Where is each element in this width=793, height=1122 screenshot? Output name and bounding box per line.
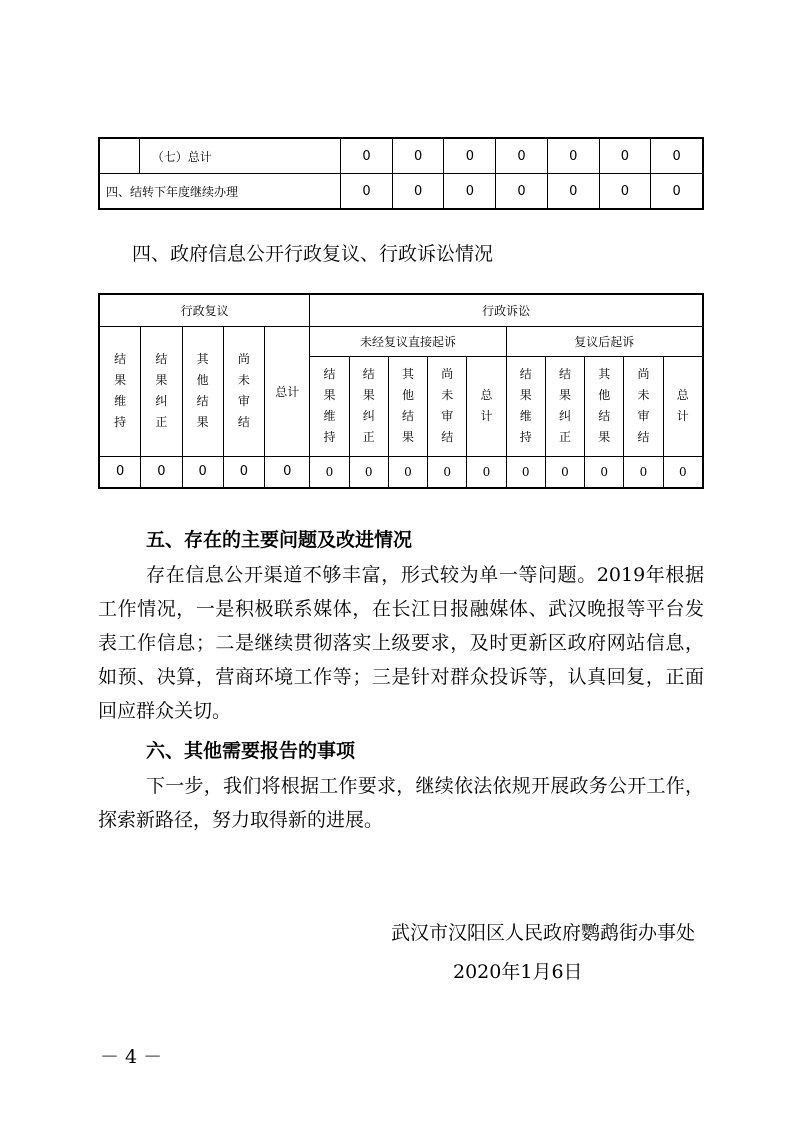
cell-value: 0: [428, 456, 467, 488]
cell-value: 0: [624, 456, 663, 488]
header-admin-review: 行政复议: [99, 294, 310, 326]
cell-value: 0: [599, 138, 651, 174]
cell-value: 0: [496, 174, 548, 210]
page-number: － 4 －: [100, 1046, 163, 1068]
top-summary-table: [98, 137, 704, 210]
cell-value: 0: [444, 138, 496, 174]
sub-header: 结 果 纠 正: [141, 326, 182, 456]
cell-value: 0: [599, 174, 651, 210]
sub-header: 其 他 结 果: [182, 326, 223, 456]
header-admin-litigation: 行政诉讼: [310, 294, 703, 326]
cell-value: 0: [651, 174, 703, 210]
cell-value: 0: [223, 456, 264, 488]
table-row: [99, 174, 703, 210]
row-label: 四、结转下年度继续办理: [99, 174, 341, 210]
cell-value: 0: [341, 174, 393, 210]
cell-value: 0: [392, 174, 444, 210]
cell-value: 0: [506, 456, 545, 488]
cell-value: 0: [547, 174, 599, 210]
sub-header: 其 他 结 果: [585, 356, 624, 456]
section5-body: 存在信息公开渠道不够丰富，形式较为单一等问题。2019年根据工作情况，一是积极联系媒体，在长江日报融媒体、武汉晚报等平台发表工作信息；二是继续贯彻落实上级要求，及时更新区政府网站信息，如预、决算，营商环境工作等；三是针对群众投诉等，认真回复，正面回应群众关切。: [98, 564, 704, 722]
cell-value: 0: [310, 456, 349, 488]
sub-header: 结 果 纠 正: [545, 356, 584, 456]
cell-value: 0: [99, 456, 141, 488]
litigation-table: [98, 293, 704, 489]
cell-value: 0: [444, 174, 496, 210]
cell-value: 0: [663, 456, 703, 488]
cell-value: 0: [341, 138, 393, 174]
sub-header: 尚 未 审 结: [223, 326, 264, 456]
sub-header: 结 果 维 持: [99, 326, 141, 456]
cell-value: 0: [388, 456, 427, 488]
cell-value: 0: [545, 456, 584, 488]
signature-date: 2020年1月6日: [453, 961, 583, 983]
sub-header: 尚 未 审 结: [428, 356, 467, 456]
sub-header-total: 总 计: [663, 356, 703, 456]
row-label: （七）总计: [139, 138, 340, 174]
sub-header: 结 果 纠 正: [349, 356, 388, 456]
cell-value: 0: [651, 138, 703, 174]
section6-title: 六、其他需要报告的事项: [146, 740, 356, 762]
section5-title: 五、存在的主要问题及改进情况: [146, 529, 413, 551]
cell-value: 0: [547, 138, 599, 174]
cell-value: 0: [141, 456, 182, 488]
sub-header-total: 总 计: [467, 356, 506, 456]
header-direct: 未经复议直接起诉: [310, 326, 506, 356]
sub-header: 结 果 维 持: [506, 356, 545, 456]
sub-header: 尚 未 审 结: [624, 356, 663, 456]
cell-value: 0: [467, 456, 506, 488]
sub-header: 结 果 维 持: [310, 356, 349, 456]
cell-value: 0: [585, 456, 624, 488]
section4-title: 四、政府信息公开行政复议、行政诉讼情况: [132, 243, 494, 265]
cell-value: 0: [496, 138, 548, 174]
table-row: [99, 138, 703, 174]
cell-value: 0: [265, 456, 310, 488]
cell-value: 0: [349, 456, 388, 488]
cell-value: 0: [392, 138, 444, 174]
header-after-review: 复议后起诉: [506, 326, 703, 356]
sub-header-total: 总计: [265, 326, 310, 456]
section6-body: 下一步，我们将根据工作要求，继续依法依规开展政务公开工作，探索新路径，努力取得新的进展。: [98, 775, 704, 831]
cell-value: 0: [182, 456, 223, 488]
signature-org: 武汉市汉阳区人民政府鹦鹉街办事处: [390, 922, 695, 944]
sub-header: 其 他 结 果: [388, 356, 427, 456]
